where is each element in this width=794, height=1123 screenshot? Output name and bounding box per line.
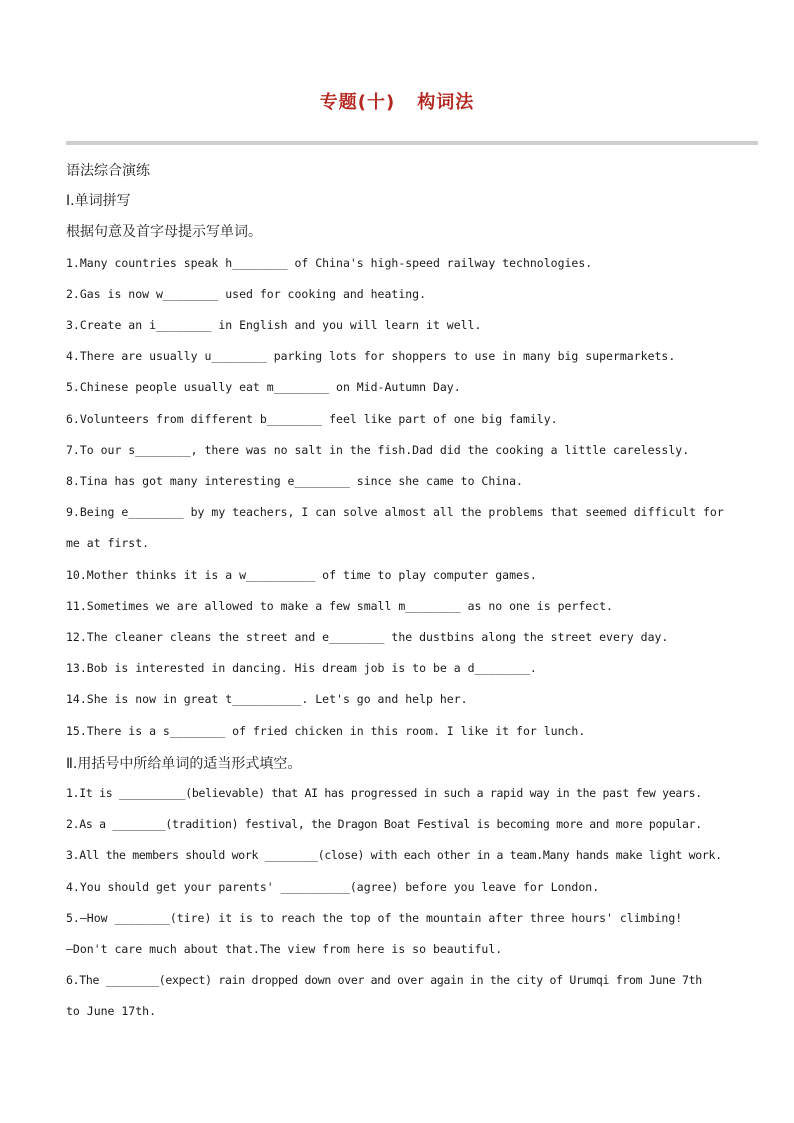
question-line: 1.It is __________(believable) that AI has progressed in such a rapid way in the past few years. bbox=[66, 786, 702, 800]
question-line: 3.All the members should work ________(close) with each other in a team.Many hands make light work. bbox=[66, 848, 722, 862]
section-label: 语法综合演练 bbox=[66, 163, 150, 179]
title-topic-name: 构词法 bbox=[417, 92, 475, 113]
question-line: 6.The ________(expect) rain dropped down over and over again in the city of Urumqi from June 7th bbox=[66, 973, 702, 987]
question-line-continued: —Don't care much about that.The view from here is so beautiful. bbox=[66, 942, 503, 956]
question-line: 9.Being e________ by my teachers, I can solve almost all the problems that seemed difficult for bbox=[66, 505, 724, 519]
question-line: 2.As a ________(tradition) festival, the Dragon Boat Festival is becoming more and more popular. bbox=[66, 817, 702, 831]
question-line: 4.There are usually u________ parking lots for shoppers to use in many big supermarkets. bbox=[66, 349, 676, 363]
question-line: 4.You should get your parents' __________(agree) before you leave for London. bbox=[66, 880, 600, 894]
question-line: 2.Gas is now w________ used for cooking and heating. bbox=[66, 287, 427, 301]
page-title bbox=[0, 88, 794, 114]
question-line: 8.Tina has got many interesting e________ since she came to China. bbox=[66, 474, 523, 488]
question-line: 11.Sometimes we are allowed to make a few small m________ as no one is perfect. bbox=[66, 599, 613, 613]
question-line: 5.Chinese people usually eat m________ on Mid-Autumn Day. bbox=[66, 380, 461, 394]
question-line-continued: me at first. bbox=[66, 536, 150, 550]
question-line: 3.Create an i________ in English and you will learn it well. bbox=[66, 318, 482, 332]
part1-instruction: 根据句意及首字母提示写单词。 bbox=[66, 224, 262, 240]
question-line: 14.She is now in great t__________. Let's go and help her. bbox=[66, 692, 468, 706]
question-line: 7.To our s________, there was no salt in the fish.Dad did the cooking a little carelessly. bbox=[66, 443, 690, 457]
question-line: 15.There is a s________ of fried chicken in this room. I like it for lunch. bbox=[66, 724, 586, 738]
title-topic-number: 专题(十) bbox=[319, 92, 396, 113]
question-line: 1.Many countries speak h________ of China's high-speed railway technologies. bbox=[66, 256, 593, 270]
title-divider bbox=[66, 141, 758, 145]
question-line-continued: to June 17th. bbox=[66, 1004, 157, 1018]
part1-heading: Ⅰ.单词拼写 bbox=[66, 193, 131, 209]
question-line: 5.—How ________(tire) it is to reach the top of the mountain after three hours' climbing! bbox=[66, 911, 683, 925]
question-line: 13.Bob is interested in dancing. His dream job is to be a d________. bbox=[66, 661, 537, 675]
question-line: 12.The cleaner cleans the street and e________ the dustbins along the street every day. bbox=[66, 630, 669, 644]
question-line: 6.Volunteers from different b________ feel like part of one big family. bbox=[66, 412, 558, 426]
question-line: 10.Mother thinks it is a w__________ of time to play computer games. bbox=[66, 568, 537, 582]
part2-heading: Ⅱ.用括号中所给单词的适当形式填空。 bbox=[66, 756, 302, 772]
